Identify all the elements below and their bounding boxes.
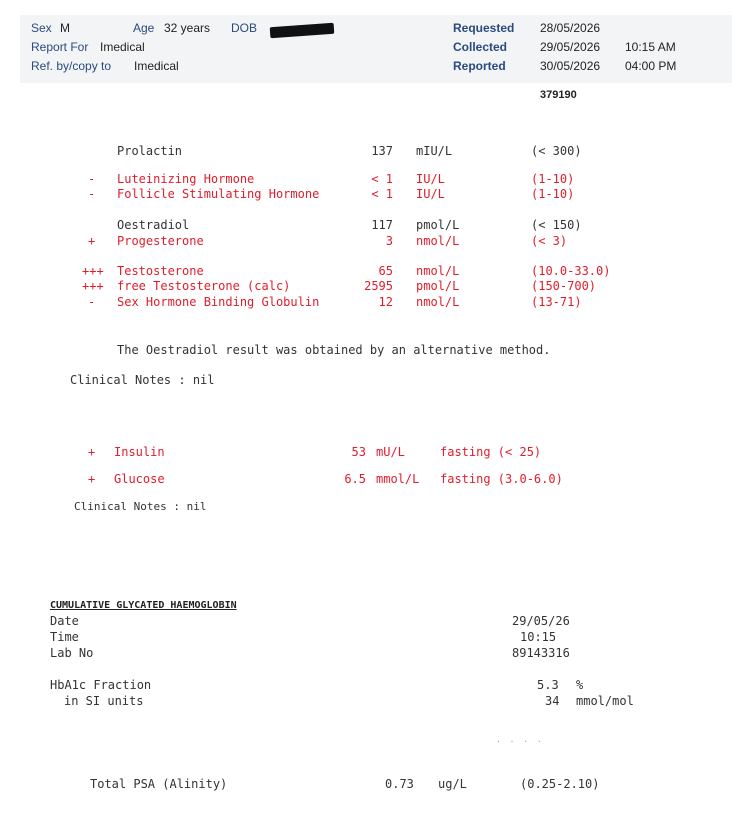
hormone-name: Luteinizing Hormone [117,172,255,186]
reported-time: 04:00 PM [625,59,677,73]
collected-time: 10:15 AM [625,40,676,54]
hormone-flag: - [88,172,96,186]
psa-unit: ug/L [438,777,467,791]
separator-dots: . . . . [496,735,544,744]
hormone-name: Oestradiol [117,218,190,232]
reported-date: 30/05/2026 [540,59,601,73]
hormone-flag: - [88,187,96,201]
hormone-name: Prolactin [117,144,183,158]
metabolic-name: Glucose [114,472,165,486]
report-for-label: Report For [31,40,89,54]
ref-value: Imedical [134,59,179,73]
clinical-notes-1: Clinical Notes : nil [70,373,215,387]
psa-range: (0.25-2.10) [520,777,600,791]
hormone-name: Testosterone [117,264,204,278]
hba1c-si-unit: mmol/mol [576,694,634,708]
collected-label: Collected [453,40,508,54]
hba1c-time-value: 10:15 [520,630,557,644]
hormone-flag: +++ [82,264,104,278]
metabolic-unit: mmol/L [376,472,420,486]
hormone-value: 117 [371,218,393,232]
age-label: Age [133,21,155,35]
report-number: 379190 [540,89,577,101]
metabolic-flag: + [88,445,96,459]
metabolic-unit: mU/L [376,445,405,459]
hormone-name: Follicle Stimulating Hormone [117,187,320,201]
reported-label: Reported [453,59,506,73]
oestradiol-note: The Oestradiol result was obtained by an alternative method. [117,343,551,357]
sex-label: Sex [31,21,52,35]
hormone-name: Progesterone [117,234,204,248]
ref-label: Ref. by/copy to [31,59,112,73]
hba1c-si-value: 34 [545,694,560,708]
dob-label: DOB [231,21,258,35]
hormone-flag: - [88,295,96,309]
hormone-unit: mIU/L [416,144,453,158]
hormone-value: < 1 [371,172,393,186]
hba1c-si-label: in SI units [64,694,144,708]
metabolic-range: fasting (< 25) [440,445,542,459]
hormone-range: (10.0-33.0) [531,264,611,278]
hormone-value: 137 [371,144,393,158]
age-value: 32 years [164,21,211,35]
hba1c-fraction-label: HbA1c Fraction [50,678,152,692]
collected-date: 29/05/2026 [540,40,601,54]
hormone-flag: + [88,234,96,248]
hba1c-lab-label: Lab No [50,646,94,660]
metabolic-flag: + [88,472,96,486]
hba1c-title: CUMULATIVE GLYCATED HAEMOGLOBIN [50,600,237,611]
hormone-name: free Testosterone (calc) [117,279,291,293]
hormone-value: < 1 [371,187,393,201]
hormone-range: (150-700) [531,279,597,293]
hba1c-time-label: Time [50,630,79,644]
hormone-value: 12 [378,295,393,309]
hormone-unit: nmol/L [416,234,460,248]
hormone-range: (1-10) [531,172,575,186]
report-for-value: Imedical [100,40,145,54]
hormone-name: Sex Hormone Binding Globulin [117,295,320,309]
requested-date: 28/05/2026 [540,21,601,35]
metabolic-value: 6.5 [344,472,366,486]
metabolic-range: fasting (3.0-6.0) [440,472,563,486]
hormone-range: (13-71) [531,295,582,309]
hormone-range: (1-10) [531,187,575,201]
psa-name: Total PSA (Alinity) [90,777,228,791]
hormone-unit: nmol/L [416,295,460,309]
hba1c-lab-value: 89143316 [512,646,570,660]
metabolic-value: 53 [351,445,366,459]
clinical-notes-2: Clinical Notes : nil [74,500,207,513]
hba1c-date-value: 29/05/26 [512,614,570,628]
hormone-flag: +++ [82,279,104,293]
sex-value: M [60,21,70,35]
metabolic-name: Insulin [114,445,165,459]
hba1c-fraction-unit: % [576,678,584,692]
hormone-unit: pmol/L [416,279,460,293]
hba1c-fraction-value: 5.3 [537,678,559,692]
hormone-value: 65 [378,264,393,278]
hba1c-date-label: Date [50,614,79,628]
hormone-range: (< 300) [531,144,582,158]
hormone-range: (< 150) [531,218,582,232]
hormone-unit: IU/L [416,187,445,201]
hormone-unit: nmol/L [416,264,460,278]
hormone-value: 3 [385,234,393,248]
hormone-value: 2595 [364,279,393,293]
requested-label: Requested [453,21,515,35]
hormone-range: (< 3) [531,234,568,248]
hormone-unit: IU/L [416,172,445,186]
psa-value: 0.73 [385,777,414,791]
hormone-unit: pmol/L [416,218,460,232]
